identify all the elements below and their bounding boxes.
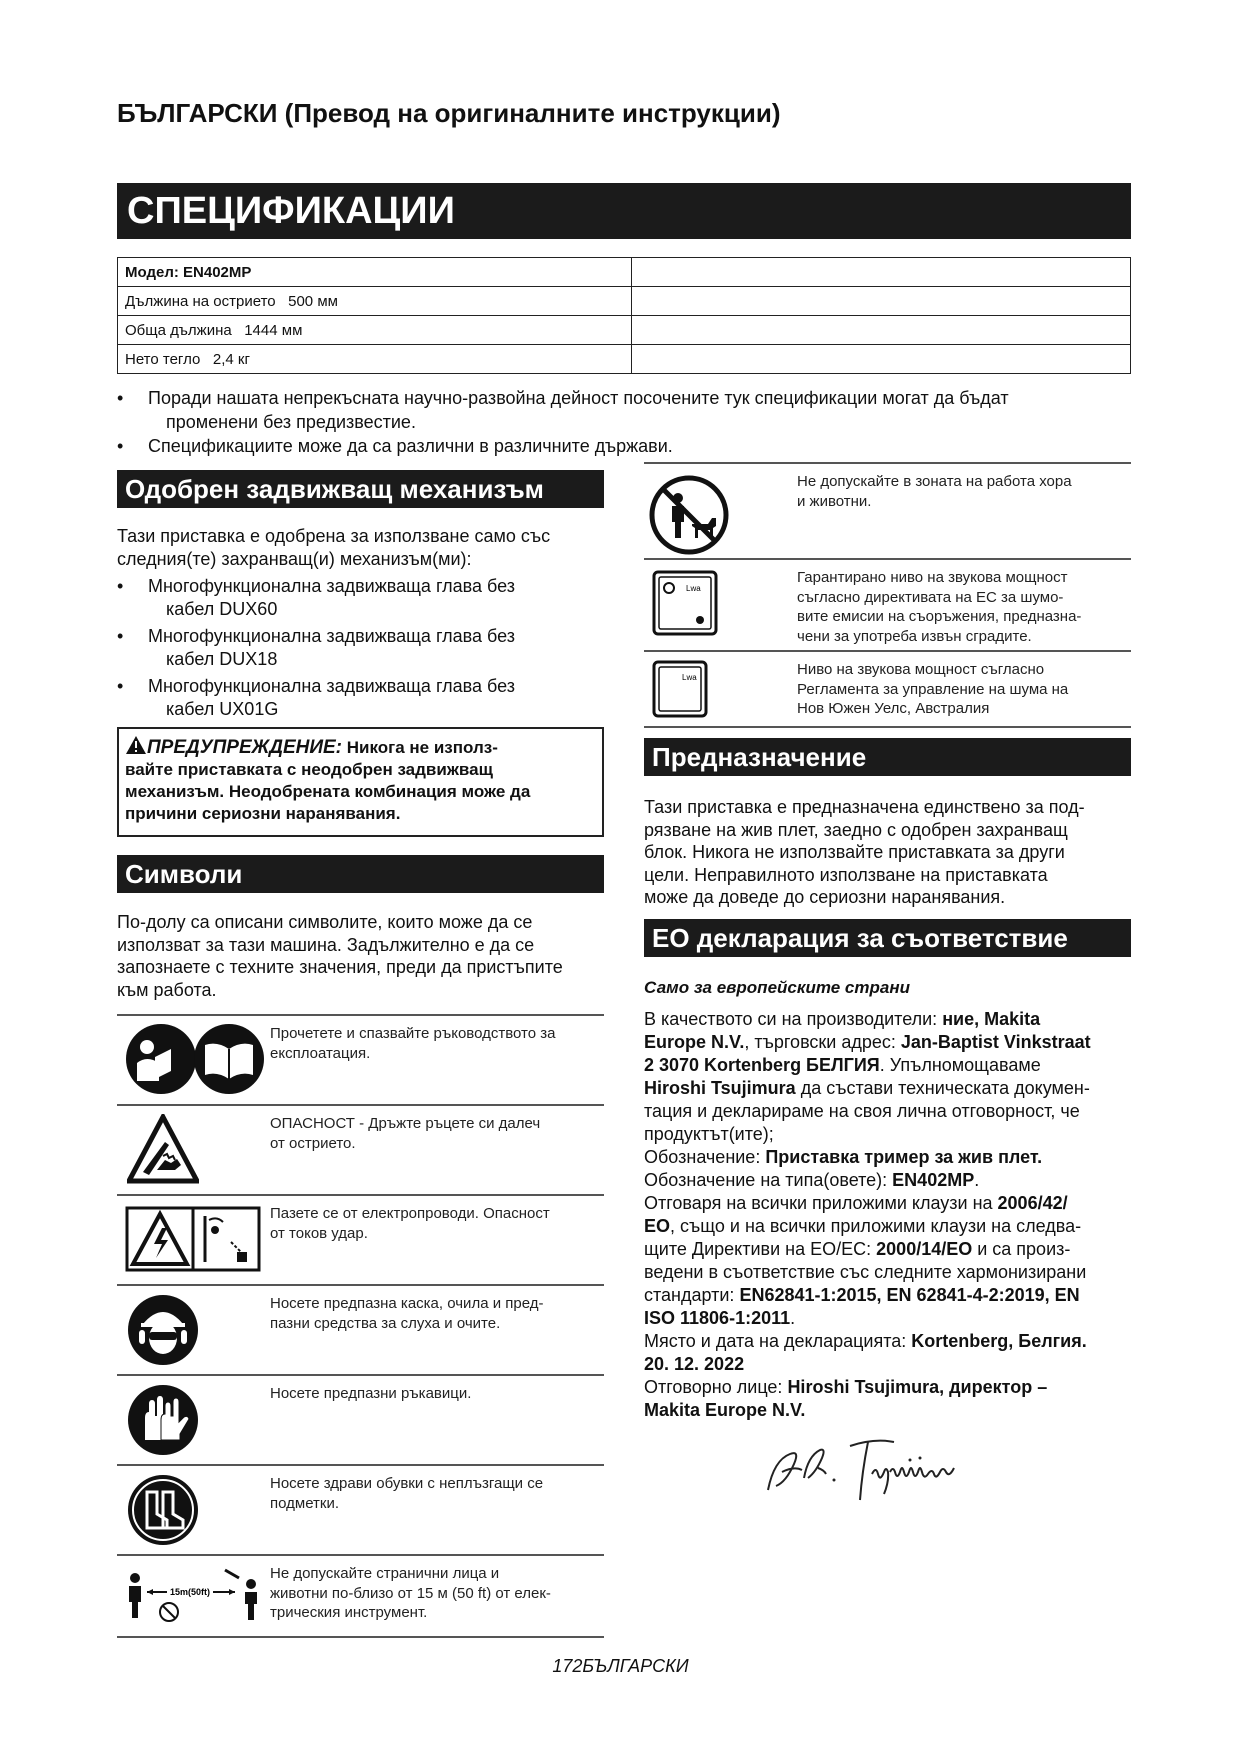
ec-declaration-segment: Makita Europe N.V. — [644, 1400, 806, 1420]
ec-declaration-line — [644, 1353, 1134, 1376]
ec-declaration-segment: Отговаря на всички приложими клаузи на — [644, 1193, 998, 1213]
ec-declaration-segment: Обозначение на типа(овете): — [644, 1170, 893, 1190]
list-item: • Многофункционална задвижваща глава без кабел UX01G — [117, 676, 515, 719]
spec-total-length: Обща дължина 1444 мм — [118, 316, 632, 345]
ec-declaration-segment: Jan-Baptist Vinkstraat — [900, 1032, 1091, 1052]
ec-declaration-segment: ISO 11806-1:2011 — [644, 1308, 791, 1328]
ec-declaration-segment: продуктът(ите); — [644, 1124, 774, 1144]
symbol-row — [117, 1285, 604, 1375]
approved-drive-heading: Одобрен задвижващ механизъм — [117, 470, 604, 508]
spec-note: • Поради нашата непрекъсната научно-развойна дейност посочените тук спецификации могат да бъдат променени без предизвестие. — [117, 388, 1009, 432]
symbol-description: Не допускайте в зоната на работа хора — [797, 473, 1072, 490]
list-item: • Многофункционална задвижваща глава без кабел DUX18 — [117, 626, 515, 669]
sound-power-nsw-icon — [644, 652, 797, 718]
ec-declaration-segment: тация и декларираме на своя лична отговорност, че — [644, 1101, 1080, 1121]
symbol-description: чени за употреба извън сградите. — [797, 627, 1032, 645]
ec-declaration-segment: ние, Makita — [942, 1009, 1041, 1029]
right-symbols-table — [644, 462, 1131, 728]
blade-danger-icon — [117, 1106, 270, 1184]
warning-title: ПРЕДУПРЕЖДЕНИЕ: — [147, 737, 343, 758]
ec-declaration-segment: . — [790, 1308, 796, 1328]
symbol-description: пазни средства за слуха и очите. — [270, 1314, 501, 1332]
symbols-heading: Символи — [117, 855, 604, 893]
ec-declaration-text — [644, 1008, 1134, 1422]
symbol-description: Носете предпазна каска, очила и пред- — [270, 1295, 544, 1312]
no-people-animals-icon — [644, 464, 797, 556]
spec-empty-cell — [632, 316, 1131, 345]
symbol-description: Регламента за управление на шума на — [797, 680, 1069, 698]
ec-declaration-segment: EN62841-1:2015, EN 62841-4-2:2019, EN — [739, 1285, 1080, 1305]
boots-icon — [117, 1466, 270, 1546]
symbol-description: и животни. — [797, 492, 872, 510]
ec-declaration-segment: 2006/42/ — [997, 1193, 1068, 1213]
purpose-text: Тази приставка е предназначена единствено за под- рязване на жив плет, заедно с одобрен захранващ блок. Никога не използвайте приставката за други цели. Неправилното използване на приставката може да доведе до сериозни наранявания. — [644, 797, 1085, 907]
symbol-description: Гарантирано ниво на звукова мощност — [797, 569, 1068, 586]
ec-declaration-line — [644, 1054, 1134, 1077]
ec-declaration-segment: ЕО — [644, 1216, 671, 1236]
warning-text: вайте приставката с неодобрен задвижващ — [125, 760, 493, 779]
ec-declaration-line — [644, 1376, 1134, 1399]
ec-declaration-segment: стандарти: — [644, 1285, 740, 1305]
symbol-description: ОПАСНОСТ - Дръжте ръцете си далеч — [270, 1115, 541, 1132]
ec-declaration-segment: . — [974, 1170, 980, 1190]
symbols-table — [117, 1014, 604, 1638]
ec-declaration-segment: , също и на всички приложими клаузи на следва- — [670, 1216, 1082, 1236]
symbol-description: съгласно директивата на ЕС за шумо- — [797, 588, 1064, 606]
ec-declaration-line — [644, 1399, 1134, 1422]
symbol-description: Носете здрави обувки с неплъзгащи се — [270, 1475, 544, 1492]
symbol-description: животни по-близо от 15 м (50 ft) от елек- — [270, 1584, 551, 1602]
ec-declaration-line — [644, 1192, 1134, 1215]
ec-declaration-line — [644, 1008, 1134, 1031]
approved-drive-list — [117, 575, 607, 720]
symbols-intro: По-долу са описани символите, които може да се използват за тази машина. Задължително е да се запознаете с техните значения, преди да пристъпите към работа. — [117, 912, 563, 1000]
symbol-row — [117, 1555, 604, 1637]
spec-net-weight: Нето тегло 2,4 кг — [118, 345, 632, 374]
ec-declaration-segment: Kortenberg, Белгия. — [911, 1331, 1087, 1351]
warning-text: Никога не използ- — [346, 738, 498, 757]
ec-declaration-segment: 20. 12. 2022 — [644, 1354, 745, 1374]
approved-drive-intro: Тази приставка е одобрена за използване само със следния(те) захранващ(и) механизъм(ми): — [117, 526, 551, 569]
ec-declaration-line — [644, 1238, 1134, 1261]
read-manual-icon — [117, 1016, 270, 1095]
sound-power-eu-icon — [644, 560, 797, 636]
warning-text: причини сериозни наранявания. — [125, 804, 401, 823]
ec-declaration-segment: да състави техническата докумен- — [795, 1078, 1090, 1098]
ec-declaration-segment: щите Директиви на ЕО/ЕС: — [644, 1239, 877, 1259]
ec-declaration-line — [644, 1146, 1134, 1169]
ec-declaration-segment: Място и дата на декларацията: — [644, 1331, 912, 1351]
ec-declaration-segment: Обозначение: — [644, 1147, 766, 1167]
spec-note: • Спецификациите може да са различни в различните държави. — [117, 436, 673, 456]
symbol-description: Ниво на звукова мощност съгласно — [797, 661, 1045, 678]
ec-declaration-line — [644, 1261, 1134, 1284]
symbol-row — [644, 463, 1131, 559]
ec-declaration-line — [644, 1169, 1134, 1192]
ec-declaration-line — [644, 1031, 1134, 1054]
spec-empty-cell — [632, 258, 1131, 287]
specifications-heading: СПЕЦИФИКАЦИИ — [117, 183, 1131, 239]
symbol-row — [117, 1375, 604, 1465]
symbol-description: експлоатация. — [270, 1044, 371, 1062]
list-item: • Многофункционална задвижваща глава без кабел DUX60 — [117, 576, 515, 619]
ec-declaration-segment: . Упълномощаваме — [879, 1055, 1041, 1075]
symbol-description: от токов удар. — [270, 1224, 368, 1242]
symbol-row — [117, 1195, 604, 1285]
spec-row — [118, 287, 1131, 316]
ec-declaration-line — [644, 1123, 1134, 1146]
purpose-heading: Предназначение — [644, 738, 1131, 776]
svg-text:15m(50ft): 15m(50ft) — [169, 1587, 211, 1597]
ec-declaration-segment: 2 3070 Kortenberg БЕЛГИЯ — [644, 1055, 880, 1075]
symbol-description: Носете предпазни ръкавици. — [270, 1385, 472, 1402]
symbol-row — [117, 1015, 604, 1105]
power-line-icon — [117, 1196, 270, 1272]
symbol-row — [117, 1105, 604, 1195]
helmet-goggles-ear-icon — [117, 1286, 270, 1366]
symbol-description: трическия инструмент. — [270, 1604, 428, 1621]
ec-declaration-segment: В качеството си на производители: — [644, 1009, 943, 1029]
ec-declaration-segment: , търговски адрес: — [744, 1032, 901, 1052]
spec-empty-cell — [632, 345, 1131, 374]
warning-text: механизъм. Неодобрената комбинация може да — [125, 782, 531, 801]
gloves-icon — [117, 1376, 270, 1456]
spec-empty-cell — [632, 287, 1131, 316]
symbol-description: Пазете се от електропроводи. Опасност — [270, 1205, 550, 1222]
specifications-table — [117, 257, 1131, 374]
ec-declaration-segment: Europe N.V. — [644, 1032, 745, 1052]
ec-declaration-segment: Приставка тример за жив плет. — [765, 1147, 1043, 1167]
warning-triangle-icon — [125, 735, 147, 755]
ec-declaration-heading: ЕО декларация за съответствие — [644, 919, 1131, 957]
ec-declaration-line — [644, 1307, 1134, 1330]
spec-blade-length: Дължина на острието 500 мм — [118, 287, 632, 316]
ec-subheading: Само за европейските страни — [644, 978, 910, 997]
symbol-description: Нов Южен Уелс, Австралия — [797, 700, 990, 717]
symbol-row — [644, 559, 1131, 651]
ec-declaration-segment: ведени в съответствие със следните хармонизирани — [644, 1262, 1087, 1282]
symbol-description: от острието. — [270, 1134, 356, 1152]
svg-text:Lwa: Lwa — [686, 584, 701, 593]
distance-15m-icon — [117, 1556, 270, 1624]
page-footer: 172БЪЛГАРСКИ — [552, 1656, 689, 1676]
ec-declaration-line — [644, 1215, 1134, 1238]
spec-row — [118, 258, 1131, 287]
signature — [760, 1428, 1010, 1506]
ec-declaration-segment: Hiroshi Tsujimura — [644, 1078, 796, 1098]
ec-declaration-line — [644, 1330, 1134, 1353]
symbol-row — [644, 651, 1131, 727]
spec-row — [118, 316, 1131, 345]
spec-model: Модел: EN402MP — [118, 258, 632, 287]
ec-declaration-line — [644, 1100, 1134, 1123]
symbol-description: вите емисии на съоръжения, предназна- — [797, 608, 1082, 625]
symbol-description: Прочетете и спазвайте ръководството за — [270, 1025, 556, 1042]
spec-notes — [117, 386, 1131, 458]
symbol-description: подметки. — [270, 1494, 340, 1512]
symbol-row — [117, 1465, 604, 1555]
ec-declaration-segment: EN402MP — [892, 1170, 975, 1190]
warning-box — [117, 727, 604, 837]
symbol-description: Не допускайте странични лица и — [270, 1565, 500, 1582]
svg-text:Lwa: Lwa — [682, 673, 697, 682]
ec-declaration-segment: 2000/14/ЕО — [876, 1239, 973, 1259]
language-title: БЪЛГАРСКИ (Превод на оригиналните инструкции) — [117, 98, 781, 128]
ec-declaration-segment: Hiroshi Tsujimura, директор – — [787, 1377, 1048, 1397]
ec-declaration-line — [644, 1077, 1134, 1100]
ec-declaration-segment: Отговорно лице: — [644, 1377, 788, 1397]
spec-row — [118, 345, 1131, 374]
ec-declaration-segment: и са произ- — [972, 1239, 1071, 1259]
ec-declaration-line — [644, 1284, 1134, 1307]
